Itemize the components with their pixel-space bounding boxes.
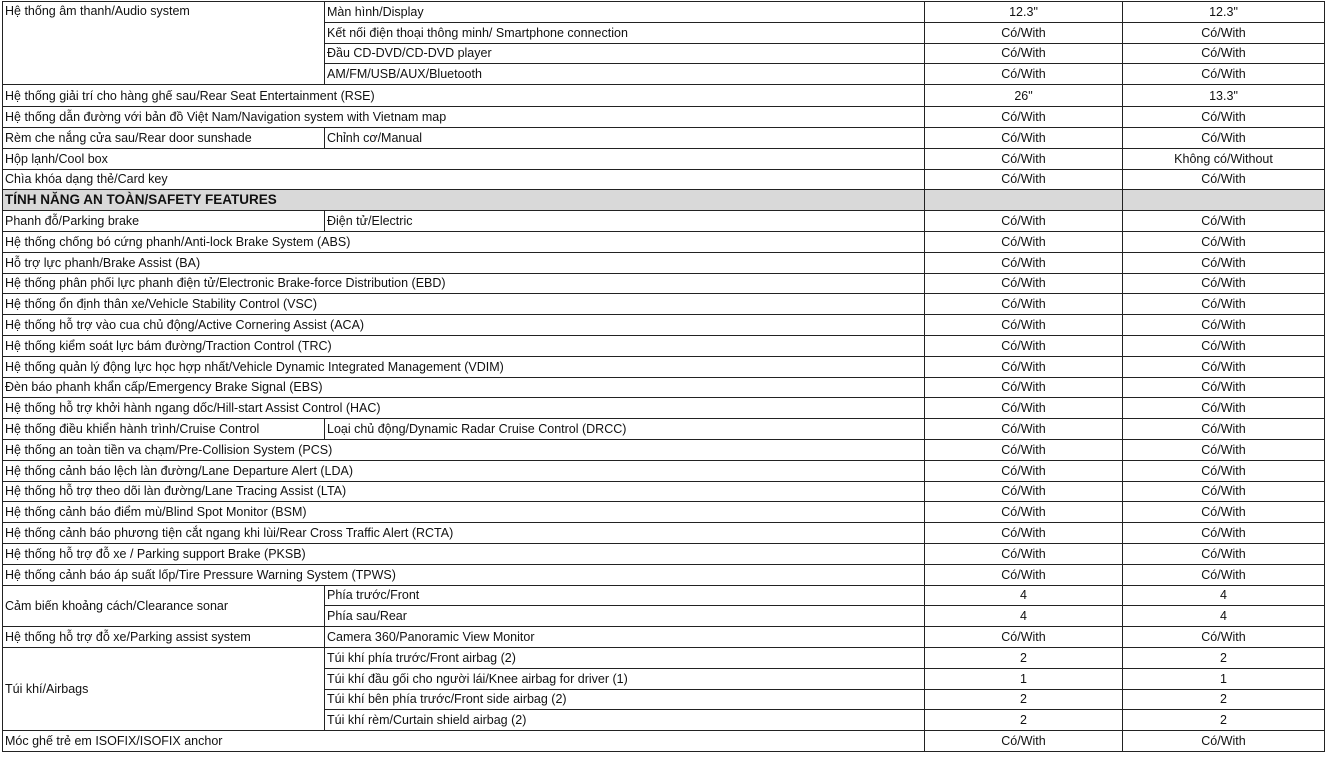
sub-feature-label: Loại chủ động/Dynamic Radar Cruise Control (DRCC)	[325, 419, 925, 440]
value-cell: Có/With	[925, 252, 1123, 273]
table-row	[3, 335, 1325, 356]
feature-label: Hệ thống điều khiển hành trình/Cruise Control	[3, 419, 325, 440]
value-cell: Có/With	[925, 523, 1123, 544]
feature-label: Hệ thống dẫn đường với bản đồ Việt Nam/Navigation system with Vietnam map	[3, 107, 925, 128]
value-cell: Có/With	[1123, 356, 1325, 377]
value-cell: 2	[1123, 689, 1325, 710]
feature-label: Rèm che nắng cửa sau/Rear door sunshade	[3, 127, 325, 148]
value-cell: Có/With	[925, 439, 1123, 460]
table-row	[3, 481, 1325, 502]
value-cell: Có/With	[1123, 731, 1325, 752]
table-row	[3, 731, 1325, 752]
section-header-row	[3, 190, 1325, 211]
value-cell: 2	[925, 689, 1123, 710]
feature-label: Hỗ trợ lực phanh/Brake Assist (BA)	[3, 252, 925, 273]
feature-label: Hệ thống cảnh báo điểm mù/Blind Spot Monitor (BSM)	[3, 502, 925, 523]
value-cell: Có/With	[925, 377, 1123, 398]
table-row	[3, 169, 1325, 190]
table-row	[3, 356, 1325, 377]
feature-label: Hệ thống hỗ trợ vào cua chủ động/Active Cornering Assist (ACA)	[3, 315, 925, 336]
table-row	[3, 564, 1325, 585]
value-cell: Có/With	[925, 64, 1123, 85]
value-cell: Có/With	[1123, 543, 1325, 564]
value-cell: Có/With	[925, 564, 1123, 585]
feature-label: Hệ thống quản lý động lực học hợp nhất/Vehicle Dynamic Integrated Management (VDIM)	[3, 356, 925, 377]
value-cell: 1	[925, 668, 1123, 689]
table-row	[3, 543, 1325, 564]
value-cell: 4	[925, 606, 1123, 627]
value-cell: Có/With	[925, 731, 1123, 752]
table-row	[3, 502, 1325, 523]
sub-feature-label: Túi khí phía trước/Front airbag (2)	[325, 647, 925, 668]
value-cell: Có/With	[1123, 460, 1325, 481]
value-cell: Có/With	[925, 335, 1123, 356]
table-row	[3, 460, 1325, 481]
sub-feature-label: Túi khí rèm/Curtain shield airbag (2)	[325, 710, 925, 731]
value-cell: 2	[925, 710, 1123, 731]
value-cell: Có/With	[1123, 252, 1325, 273]
value-cell: Có/With	[1123, 439, 1325, 460]
value-cell: 2	[925, 647, 1123, 668]
value-cell: Có/With	[925, 481, 1123, 502]
value-cell: 1	[1123, 668, 1325, 689]
sub-feature-label: Túi khí bên phía trước/Front side airbag (2)	[325, 689, 925, 710]
value-cell: Có/With	[925, 627, 1123, 648]
value-cell: Không có/Without	[1123, 148, 1325, 169]
sub-feature-label: Chỉnh cơ/Manual	[325, 127, 925, 148]
table-row	[3, 211, 1325, 232]
sub-feature-label: Phía sau/Rear	[325, 606, 925, 627]
table-row	[3, 231, 1325, 252]
table-row	[3, 252, 1325, 273]
value-cell: 4	[1123, 585, 1325, 606]
table-row	[3, 419, 1325, 440]
sub-feature-label: Camera 360/Panoramic View Monitor	[325, 627, 925, 648]
sub-feature-label: Túi khí đầu gối cho người lái/Knee airbag for driver (1)	[325, 668, 925, 689]
value-cell: Có/With	[1123, 43, 1325, 64]
table-row	[3, 627, 1325, 648]
value-cell: Có/With	[925, 148, 1123, 169]
value-cell: Có/With	[925, 315, 1123, 336]
value-cell: Có/With	[925, 127, 1123, 148]
feature-label: Hộp lạnh/Cool box	[3, 148, 925, 169]
value-cell: 4	[1123, 606, 1325, 627]
value-cell: Có/With	[1123, 377, 1325, 398]
feature-label: Móc ghế trẻ em ISOFIX/ISOFIX anchor	[3, 731, 925, 752]
value-cell: Có/With	[925, 398, 1123, 419]
value-cell: Có/With	[925, 22, 1123, 43]
value-cell: 26"	[925, 85, 1123, 107]
value-cell: Có/With	[1123, 335, 1325, 356]
value-cell: Có/With	[925, 460, 1123, 481]
feature-label: Hệ thống hỗ trợ đỗ xe/Parking assist system	[3, 627, 325, 648]
feature-label: Hệ thống an toàn tiền va chạm/Pre-Collision System (PCS)	[3, 439, 925, 460]
value-cell: Có/With	[1123, 294, 1325, 315]
table-row	[3, 273, 1325, 294]
table-row	[3, 85, 1325, 107]
feature-label: Hệ thống kiểm soát lực bám đường/Traction Control (TRC)	[3, 335, 925, 356]
value-cell: Có/With	[925, 231, 1123, 252]
feature-label: Hệ thống cảnh báo lệch làn đường/Lane Departure Alert (LDA)	[3, 460, 925, 481]
table-row	[3, 315, 1325, 336]
value-cell: Có/With	[925, 43, 1123, 64]
sub-feature-label: AM/FM/USB/AUX/Bluetooth	[325, 64, 925, 85]
table-row	[3, 107, 1325, 128]
value-cell: Có/With	[925, 294, 1123, 315]
table-row	[3, 523, 1325, 544]
section-empty-cell	[925, 190, 1123, 211]
value-cell: Có/With	[925, 211, 1123, 232]
value-cell: Có/With	[925, 419, 1123, 440]
feature-label: Hệ thống giải trí cho hàng ghế sau/Rear Seat Entertainment (RSE)	[3, 85, 925, 107]
sub-feature-label: Điện tử/Electric	[325, 211, 925, 232]
value-cell: 2	[1123, 647, 1325, 668]
sub-feature-label: Màn hình/Display	[325, 2, 925, 23]
value-cell: Có/With	[1123, 211, 1325, 232]
value-cell: 2	[1123, 710, 1325, 731]
feature-label: Hệ thống cảnh báo áp suất lốp/Tire Pressure Warning System (TPWS)	[3, 564, 925, 585]
value-cell: Có/With	[925, 502, 1123, 523]
feature-label: Phanh đỗ/Parking brake	[3, 211, 325, 232]
feature-label: Hệ thống hỗ trợ theo dõi làn đường/Lane Tracing Assist (LTA)	[3, 481, 925, 502]
feature-label: Đèn báo phanh khẩn cấp/Emergency Brake Signal (EBS)	[3, 377, 925, 398]
table-row	[3, 647, 1325, 668]
feature-label: Hệ thống hỗ trợ khởi hành ngang dốc/Hill-start Assist Control (HAC)	[3, 398, 925, 419]
value-cell: 12.3"	[1123, 2, 1325, 23]
value-cell: 12.3"	[925, 2, 1123, 23]
sub-feature-label: Đầu CD-DVD/CD-DVD player	[325, 43, 925, 64]
sub-feature-label: Kết nối điện thoại thông minh/ Smartphone connection	[325, 22, 925, 43]
feature-label: Hệ thống chống bó cứng phanh/Anti-lock Brake System (ABS)	[3, 231, 925, 252]
value-cell: Có/With	[1123, 523, 1325, 544]
value-cell: Có/With	[1123, 315, 1325, 336]
value-cell: Có/With	[1123, 169, 1325, 190]
value-cell: Có/With	[925, 273, 1123, 294]
feature-label: Hệ thống hỗ trợ đỗ xe / Parking support Brake (PKSB)	[3, 543, 925, 564]
sub-feature-label: Phía trước/Front	[325, 585, 925, 606]
value-cell: Có/With	[1123, 231, 1325, 252]
feature-label: Hệ thống ổn định thân xe/Vehicle Stability Control (VSC)	[3, 294, 925, 315]
value-cell: Có/With	[1123, 127, 1325, 148]
feature-label: Hệ thống cảnh báo phương tiện cắt ngang khi lùi/Rear Cross Traffic Alert (RCTA)	[3, 523, 925, 544]
value-cell: Có/With	[1123, 564, 1325, 585]
feature-label: Chìa khóa dạng thẻ/Card key	[3, 169, 925, 190]
table-row	[3, 127, 1325, 148]
value-cell: Có/With	[925, 169, 1123, 190]
table-row	[3, 294, 1325, 315]
section-empty-cell	[1123, 190, 1325, 211]
table-row	[3, 377, 1325, 398]
value-cell: Có/With	[925, 107, 1123, 128]
feature-label: Hệ thống phân phối lực phanh điện tử/Electronic Brake-force Distribution (EBD)	[3, 273, 925, 294]
feature-label: Cảm biến khoảng cách/Clearance sonar	[3, 585, 325, 627]
value-cell: Có/With	[1123, 107, 1325, 128]
table-row	[3, 585, 1325, 606]
table-row	[3, 148, 1325, 169]
value-cell: Có/With	[1123, 398, 1325, 419]
value-cell: Có/With	[1123, 502, 1325, 523]
value-cell: 4	[925, 585, 1123, 606]
spec-table	[2, 1, 1325, 752]
value-cell: Có/With	[1123, 273, 1325, 294]
value-cell: Có/With	[925, 356, 1123, 377]
table-row	[3, 439, 1325, 460]
value-cell: 13.3"	[1123, 85, 1325, 107]
table-row	[3, 398, 1325, 419]
section-title: TÍNH NĂNG AN TOÀN/SAFETY FEATURES	[3, 190, 925, 211]
value-cell: Có/With	[1123, 64, 1325, 85]
feature-label: Túi khí/Airbags	[3, 647, 325, 730]
feature-label: Hệ thống âm thanh/Audio system	[3, 2, 325, 85]
value-cell: Có/With	[1123, 419, 1325, 440]
value-cell: Có/With	[925, 543, 1123, 564]
value-cell: Có/With	[1123, 627, 1325, 648]
value-cell: Có/With	[1123, 22, 1325, 43]
value-cell: Có/With	[1123, 481, 1325, 502]
table-row	[3, 2, 1325, 23]
